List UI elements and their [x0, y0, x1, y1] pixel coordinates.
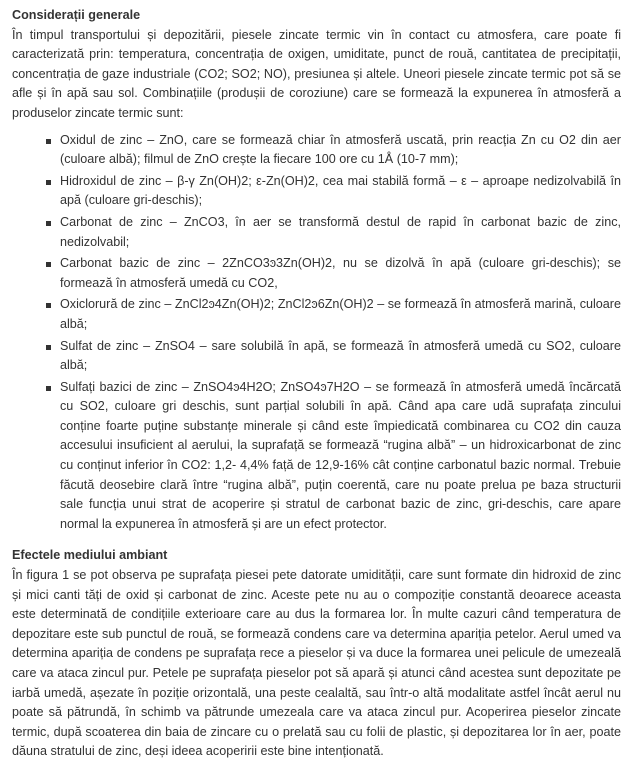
list-item: Oxiclorură de zinc – ZnCl2ͽ4Zn(OH)2; ZnCl2ͽ6Zn(OH)2 – se formează în atmosferă marină, culoare albă;	[60, 295, 621, 336]
list-item: Sulfat de zinc – ZnSO4 – sare solubilă în apă, se formează în atmosferă umedă cu SO2, culoare albă;	[60, 337, 621, 378]
list-item: Sulfați bazici de zinc – ZnSO4ͽ4H2O; ZnSO4ͽ7H2O – se formează în atmosferă umedă încărcată cu SO2, culoare gri deschis, sunt parțial solubili în apă. Când apa care udă suprafața zincului conține foarte puține substanțe minerale și când este împiedicată combinarea cu CO2 din cauza accesului insuficient al aerului, la suprafață se formează “rugina albă” – un hidroxicarbonat de zinc cu conținut inferior în CO2: 1,2- 4,4% față de 12,9-16% cât conține carbonatul bazic normal. Trebuie făcută deosebire clară între “rugina albă”, puțin coerentă, care nu poate prelua pe baza structurii sale funcția unui strat de acoperire și stratul de carbonat bazic de zinc, gri-deschis, care apare normal la expunerea în atmosferă și are un efect protector.	[60, 378, 621, 537]
corrosion-products-list	[12, 131, 621, 537]
section-general-considerations	[12, 6, 621, 536]
section-heading: Considerații generale	[12, 8, 141, 22]
intro-paragraph: În timpul transportului și depozitării, piesele zincate termic vin în contact cu atmosfera, care poate fi caracterizată prin: temperatura, concentrația de oxigen, umiditate, punct de rouă, cantitatea de precipitații, concentrația de gaze industriale (CO2; SO2; NO), presiunea și altele. Uneori piesele zincate termic pot să se afle și în apă sau sol. Combinațiile (produșii de coroziune) care se formează la expunerea în atmosferă a produselor zincate termic sunt:	[12, 27, 621, 120]
list-item: Hidroxidul de zinc – β-γ Zn(OH)2; ε-Zn(OH)2, cea mai stabilă formă – ε – aproape nedizolvabilă în apă (culoare gri-deschis);	[60, 172, 621, 213]
list-item: Oxidul de zinc – ZnO, care se formează chiar în atmosferă uscată, prin reacția Zn cu O2 din aer (culoare albă); filmul de ZnO crește la fiecare 100 ore cu 1Å (10-7 mm);	[60, 131, 621, 172]
list-item: Carbonat de zinc – ZnCO3, în aer se transformă destul de rapid în carbonat bazic de zinc, nedizolvabil;	[60, 213, 621, 254]
body-paragraph: În figura 1 se pot observa pe suprafața piesei pete datorate umidității, care sunt formate din hidroxid de zinc și mici canti tăți de oxid și carbonat de zinc. Aceste pete nu au o compoziție constantă deoarece aceasta este determinată de condițiile exterioare care au dus la formarea lor. În multe cazuri când temperatura de depozitare este sub punctul de rouă, se formează condens care va determina apariția petelor. Aerul umed va determina apariția de condens pe suprafața rece a pieselor și va duce la formarea unei pelicule de umezeală care va ataca zincul pur. Petele pe suprafața pieselor pot să apară și atunci când acestea sunt depozitate pe iarbă umedă, așezate în poziție orizontală, una peste cealaltă, sau într-o altă modalitate astfel încât aerul nu poate să pătrundă, în schimb va pătrunde umezeala care va ataca zincul pur. Acoperirea pieselor zincate termic, după scoaterea din baia de zincare cu o prelată sau cu folii de plastic, și depozitarea lor în aer, poate dăuna stratului de zinc, deși ideea acoperirii este bine intenționată.	[12, 568, 621, 759]
section-environmental-effects	[12, 546, 621, 762]
list-item: Carbonat bazic de zinc – 2ZnCO3ͽ3Zn(OH)2, nu se dizolvă în apă (culoare gri-deschis); se formează în atmosferă umedă cu CO2,	[60, 254, 621, 295]
section-heading: Efectele mediului ambiant	[12, 548, 168, 563]
